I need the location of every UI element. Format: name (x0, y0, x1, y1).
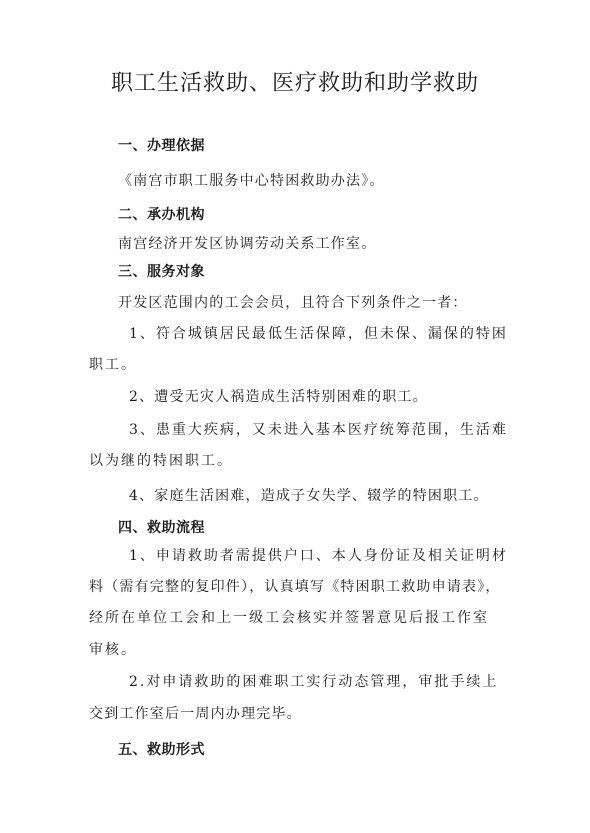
target-item-1-line-2: 职工。 (89, 357, 137, 373)
section-heading-form: 五、救助形式 (118, 742, 205, 758)
target-item-3-line-2: 以为继的特困职工。 (89, 453, 233, 469)
section-heading-target: 三、服务对象 (118, 264, 205, 280)
process-step-1-line-2: 料（需有完整的复印件），认真填写《特困职工救助申请表》， (89, 579, 501, 595)
agency-text: 南宫经济开发区协调劳动关系工作室。 (118, 236, 377, 252)
section-heading-agency: 二、承办机构 (118, 207, 205, 223)
target-intro: 开发区范围内的工会会员，且符合下列条件之一者： (118, 295, 468, 311)
process-step-2-line-1: 2.对申请救助的困难职工实行动态管理，审批手续上 (129, 674, 499, 690)
basis-text: 《南宫市职工服务中心特困救助办法》。 (118, 173, 385, 189)
section-heading-process: 四、救助流程 (118, 520, 205, 536)
process-step-2-line-2: 交到工作室后一周内办理完毕。 (89, 706, 302, 722)
process-step-1-line-3: 经所在单位工会和上一级工会核实并签署意见后报工作室 (89, 610, 489, 626)
target-item-2: 2、遭受无灾人祸造成生活特别困难的职工。 (129, 389, 428, 405)
target-item-4: 4、家庭生活困难，造成子女失学、辍学的特困职工。 (129, 488, 489, 504)
process-step-1-line-1: 1、申请救助者需提供户口、本人身份证及相关证明材 (129, 548, 508, 564)
section-heading-basis: 一、办理依据 (118, 138, 205, 154)
page-title: 职工生活救助、医疗救助和助学救助 (110, 71, 479, 96)
target-item-1-line-1: 1、符合城镇居民最低生活保障，但未保、漏保的特困 (129, 326, 508, 342)
process-step-1-line-4: 审核。 (89, 642, 137, 658)
target-item-3-line-1: 3、患重大疾病，又未进入基本医疗统筹范围，生活难 (129, 422, 508, 438)
